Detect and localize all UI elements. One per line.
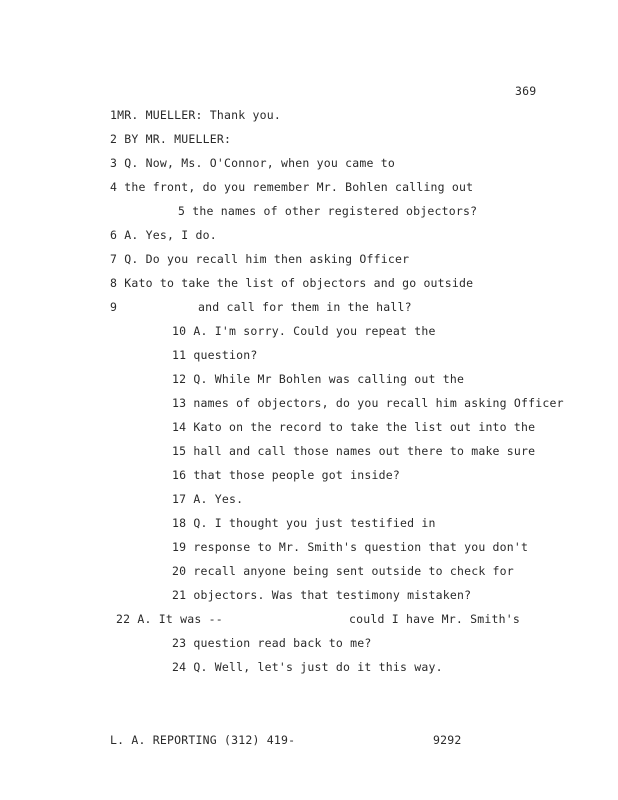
transcript-line: 24 Q. Well, let's just do it this way. bbox=[172, 660, 443, 674]
page-number: 369 bbox=[515, 84, 537, 98]
transcript-line: 4 the front, do you remember Mr. Bohlen calling out bbox=[110, 180, 474, 194]
transcript-line: 16 that those people got inside? bbox=[172, 468, 400, 482]
transcript-line-number: 9 bbox=[110, 300, 118, 314]
transcript-line: 22 A. It was -- bbox=[116, 612, 223, 626]
footer-number: 9292 bbox=[433, 733, 462, 747]
transcript-line: 19 response to Mr. Smith's question that you don't bbox=[172, 540, 529, 554]
transcript-line: 1MR. MUELLER: Thank you. bbox=[110, 108, 281, 122]
transcript-line: 2 BY MR. MUELLER: bbox=[110, 132, 232, 146]
transcript-line: 14 Kato on the record to take the list out into the bbox=[172, 420, 536, 434]
transcript-line: 13 names of objectors, do you recall him asking Officer bbox=[172, 396, 564, 410]
transcript-line: 23 question read back to me? bbox=[172, 636, 372, 650]
transcript-line: 17 A. Yes. bbox=[172, 492, 244, 506]
transcript-line: 3 Q. Now, Ms. O'Connor, when you came to bbox=[110, 156, 395, 170]
transcript-line: 11 question? bbox=[172, 348, 258, 362]
transcript-line: 15 hall and call those names out there to make sure bbox=[172, 444, 536, 458]
footer-reporter: L. A. REPORTING (312) 419- bbox=[110, 733, 296, 747]
transcript-line: 21 objectors. Was that testimony mistaken? bbox=[172, 588, 472, 602]
transcript-line: 20 recall anyone being sent outside to check for bbox=[172, 564, 514, 578]
transcript-line: 7 Q. Do you recall him then asking Officer bbox=[110, 252, 410, 266]
transcript-line: could I have Mr. Smith's bbox=[349, 612, 520, 626]
transcript-line: 6 A. Yes, I do. bbox=[110, 228, 217, 242]
transcript-line: 10 A. I'm sorry. Could you repeat the bbox=[172, 324, 436, 338]
transcript-line: 5 the names of other registered objectors? bbox=[178, 204, 478, 218]
transcript-line: 18 Q. I thought you just testified in bbox=[172, 516, 436, 530]
transcript-line: 8 Kato to take the list of objectors and go outside bbox=[110, 276, 474, 290]
transcript-line: 12 Q. While Mr Bohlen was calling out the bbox=[172, 372, 465, 386]
transcript-line: and call for them in the hall? bbox=[198, 300, 412, 314]
